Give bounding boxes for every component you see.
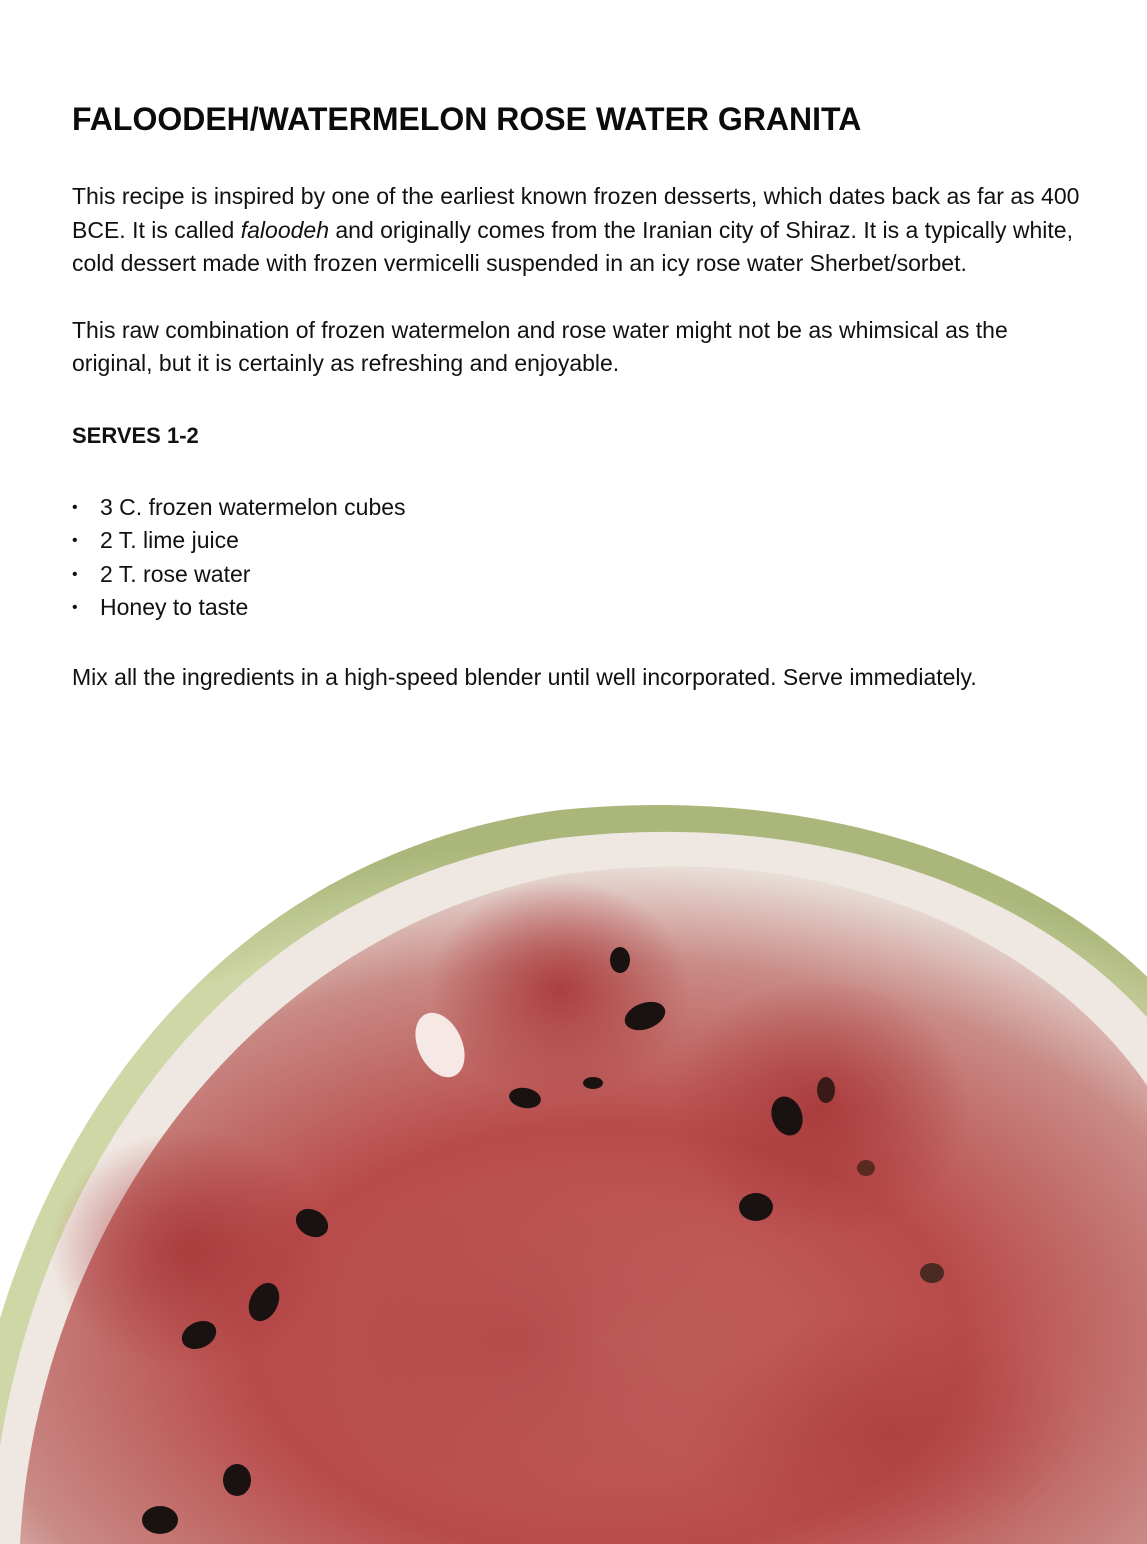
watermelon-flesh [20, 866, 1147, 1544]
ingredient-text: 3 C. frozen watermelon cubes [100, 493, 406, 520]
intro-emphasis: faloodeh [240, 216, 329, 243]
ingredient-list [72, 491, 1082, 625]
bullet-icon: • [72, 565, 78, 583]
list-item [72, 491, 1082, 525]
intro-text-start: This recipe is inspired by one of the earliest known frozen desserts, which dates back as far as 400 BCE. It is called [72, 183, 1080, 243]
bullet-icon: • [72, 532, 78, 550]
recipe-title: FALOODEH/WATERMELON ROSE WATER GRANITA [72, 101, 862, 137]
ingredient-text: 2 T. rose water [100, 560, 251, 587]
serves-heading: SERVES 1-2 [72, 422, 199, 448]
ingredient-text: Honey to taste [100, 594, 249, 621]
bullet-icon: • [72, 498, 78, 516]
intro-text-end: and originally comes from the Iranian city of Shiraz. It is a typically white, cold dessert made with frozen vermicelli suspended in an icy rose water Sherbet/sorbet. [72, 216, 1073, 276]
watermelon-photo [0, 780, 1147, 1544]
method-paragraph: Mix all the ingredients in a high-speed blender until well incorporated. Serve immediately. [72, 663, 977, 690]
bullet-icon: • [72, 599, 78, 617]
list-item [72, 558, 1082, 592]
list-item [72, 591, 1082, 625]
recipe-content [72, 98, 1082, 694]
note-paragraph: This raw combination of frozen watermelon and rose water might not be as whimsical as the original, but it is certainly as refreshing and enjoyable. [72, 316, 1008, 376]
ingredient-text: 2 T. lime juice [100, 527, 239, 554]
intro-paragraph [72, 180, 1082, 281]
list-item [72, 524, 1082, 558]
